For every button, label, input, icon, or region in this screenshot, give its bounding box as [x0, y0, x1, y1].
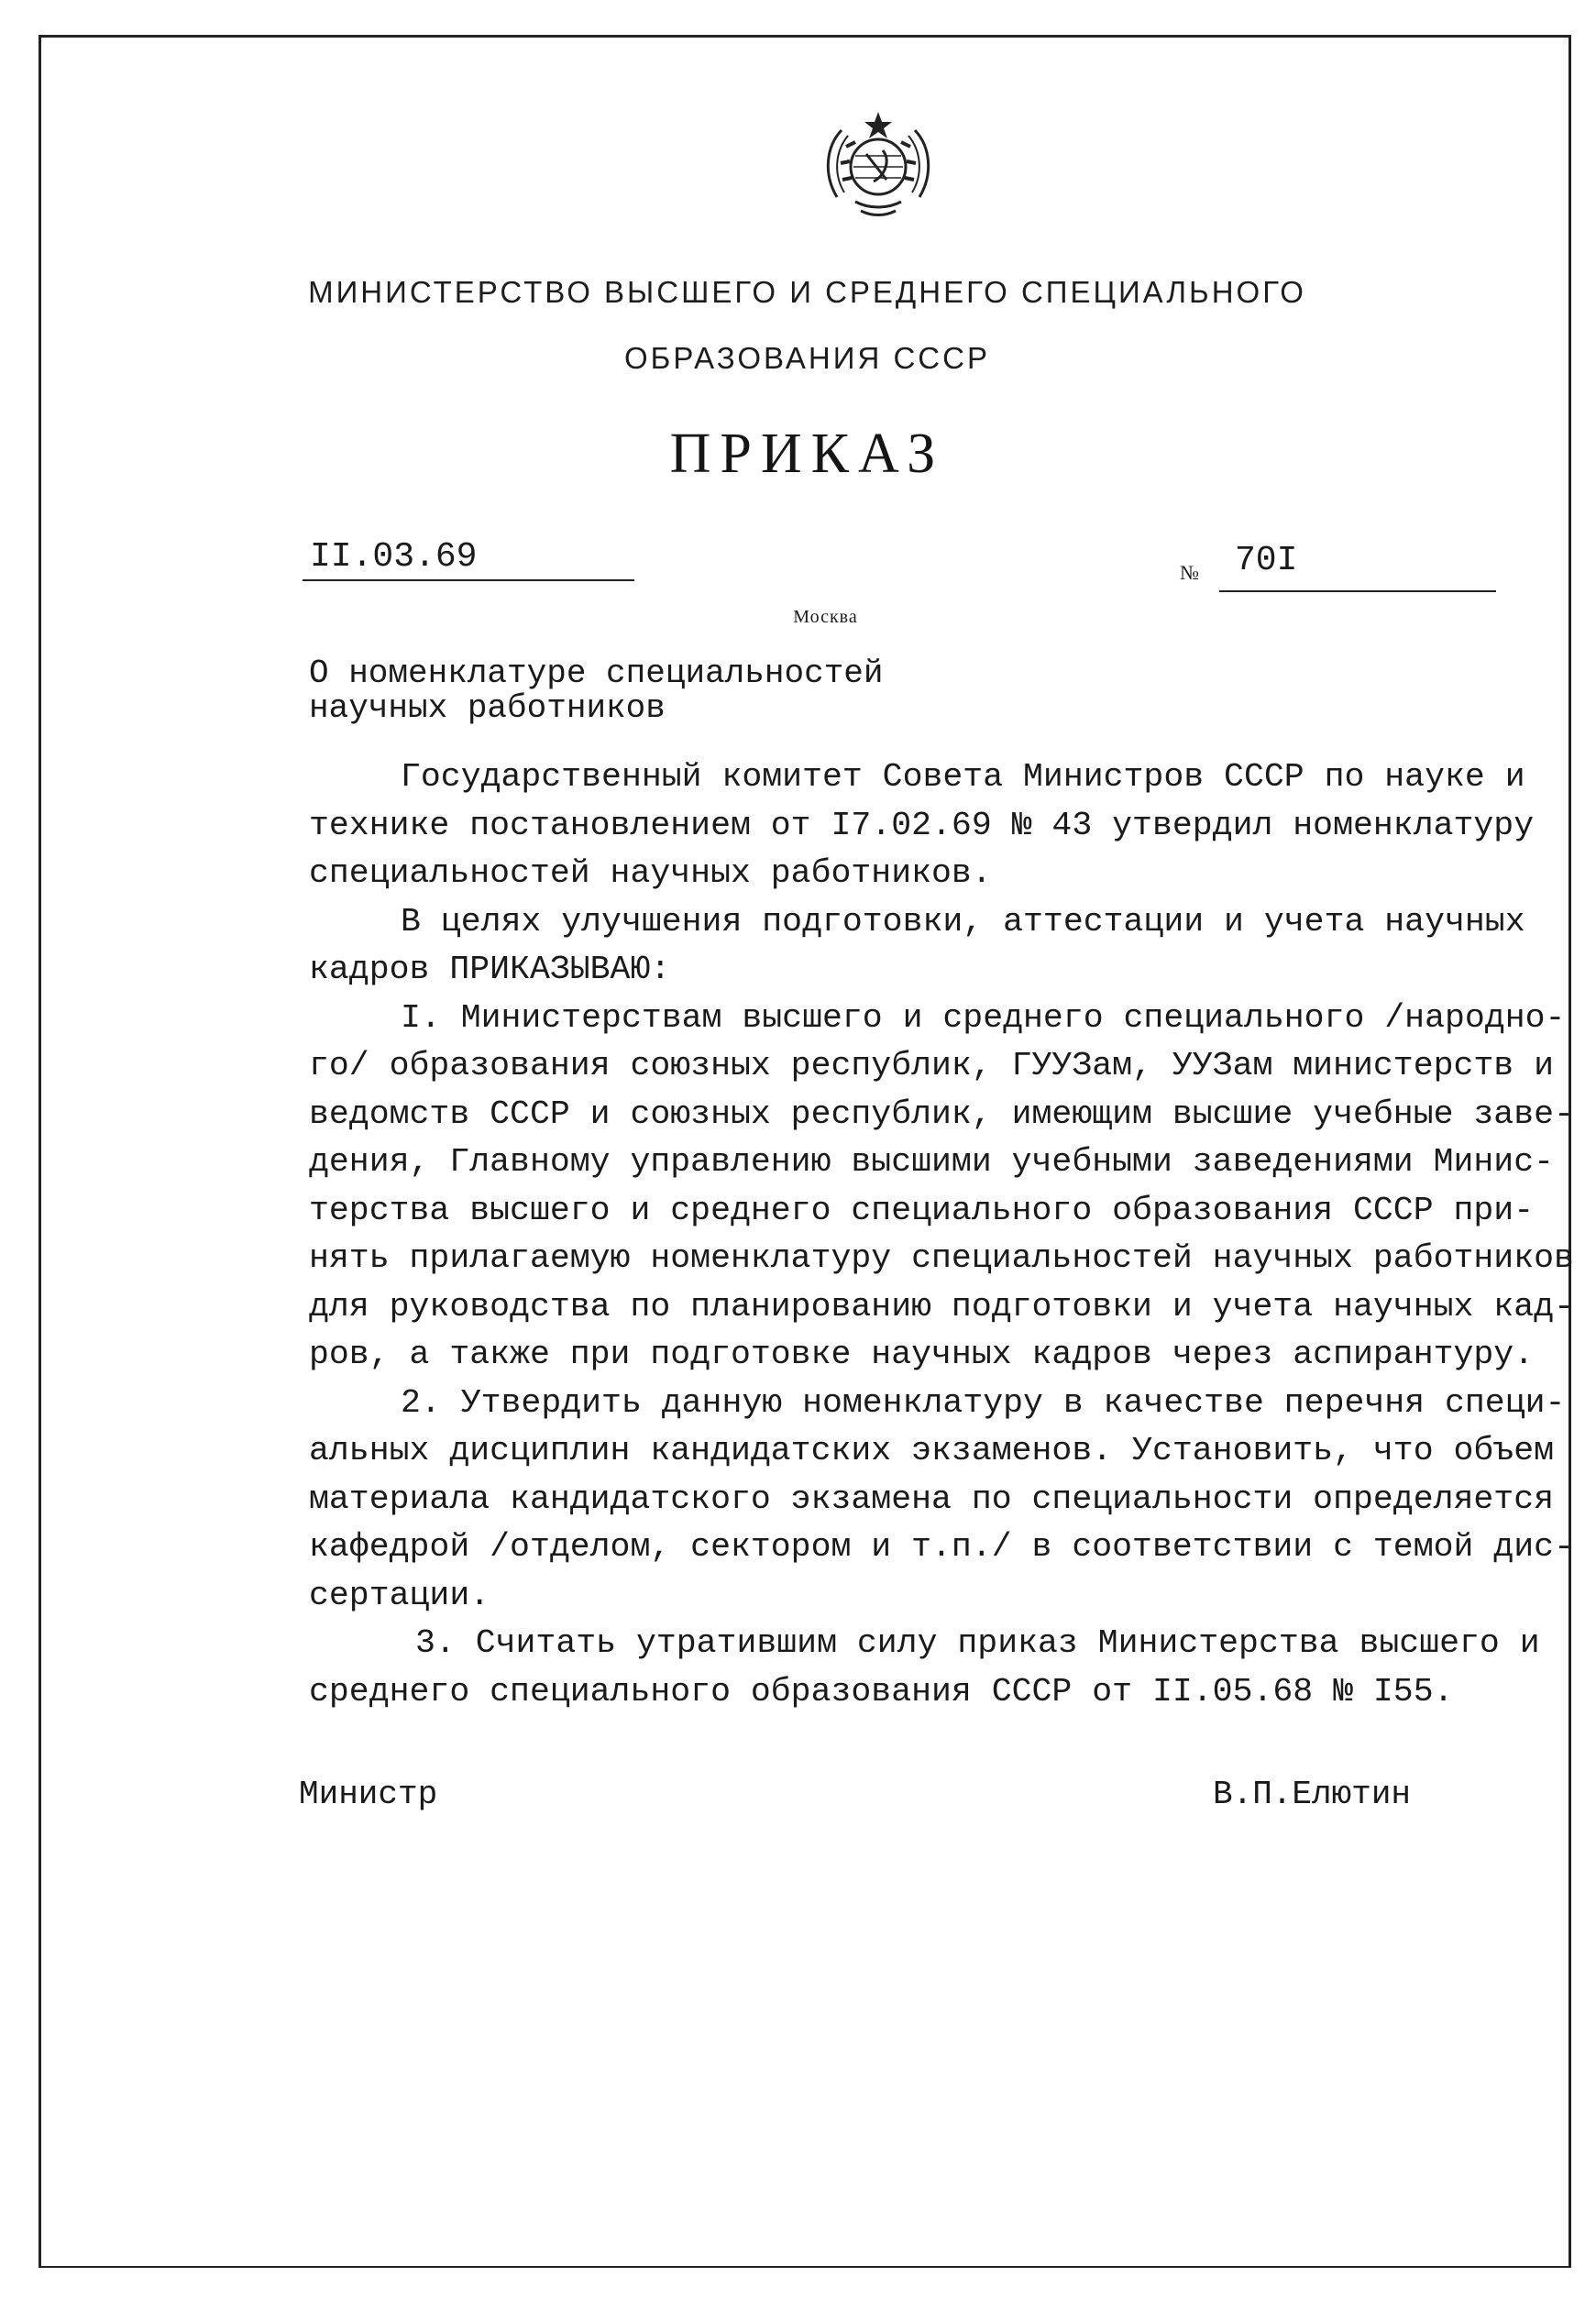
- order-body: [309, 754, 1574, 1716]
- body-line: кафедрой /отделом, сектором и т.п./ в соответствии с темой дис-: [309, 1528, 1574, 1566]
- order-date: II.03.69: [310, 537, 478, 577]
- ministry-name-line2: ОБРАЗОВАНИЯ СССР: [624, 341, 990, 375]
- body-line: I. Министерствам высшего и среднего специального /народно-: [401, 998, 1566, 1037]
- body-line: В целях улучшения подготовки, аттестации и учета научных: [401, 902, 1525, 940]
- body-line: материала кандидатского экзамена по специальности определяется: [309, 1480, 1555, 1518]
- body-line: Государственный комитет Совета Министров СССР по науке и: [401, 758, 1525, 796]
- body-line: терства высшего и среднего специального образования СССР при-: [309, 1191, 1535, 1229]
- city-label: Москва: [793, 607, 858, 627]
- ussr-coat-of-arms-icon: [819, 110, 938, 229]
- body-line: для руководства по планированию подготовки и учета научных кад-: [309, 1287, 1574, 1326]
- date-underline: [303, 579, 634, 581]
- subject-line: О номенклатуре специальностей: [309, 654, 884, 692]
- signatory-title: Министр: [299, 1776, 438, 1813]
- signatory-name: В.П.Елютин: [1213, 1776, 1412, 1813]
- body-line: специальностей научных работников.: [309, 854, 992, 892]
- body-line: нять прилагаемую номенклатуру специальностей научных работников: [309, 1239, 1574, 1277]
- document-title: ПРИКАЗ: [669, 423, 945, 485]
- body-line: альных дисциплин кандидатских экзаменов. Установить, что объем: [309, 1432, 1555, 1469]
- body-line: ведомств СССР и союзных республик, имеющим высшие учебные заве-: [309, 1094, 1574, 1133]
- body-line: технике постановлением от I7.02.69 № 43 утвердил номенклатуру: [309, 806, 1535, 844]
- order-number: 70I: [1235, 541, 1298, 580]
- body-line: сертации.: [309, 1576, 490, 1614]
- ministry-name-line1: МИНИСТЕРСТВО ВЫСШЕГО И СРЕДНЕГО СПЕЦИАЛЬНОГО: [308, 275, 1306, 309]
- body-line: кадров ПРИКАЗЫВАЮ:: [309, 951, 671, 988]
- number-label: №: [1180, 561, 1199, 584]
- body-line: 2. Утвердить данную номенклатуру в качестве перечня специ-: [401, 1383, 1566, 1422]
- body-line: дения, Главному управлению высшими учебными заведениями Минис-: [309, 1143, 1555, 1181]
- subject-line: научных работников: [309, 689, 666, 727]
- body-line: среднего специального образования СССР от II.05.68 № I55.: [309, 1672, 1454, 1710]
- order-subject: [309, 656, 884, 726]
- body-line: 3. Считать утратившим силу приказ Министерства высшего и: [415, 1624, 1540, 1662]
- body-line: ров, а также при подготовке научных кадров через аспирантуру.: [309, 1336, 1535, 1373]
- body-line: го/ образования союзных республик, ГУУЗам, УУЗам министерств и: [309, 1047, 1555, 1084]
- number-underline: [1219, 590, 1496, 592]
